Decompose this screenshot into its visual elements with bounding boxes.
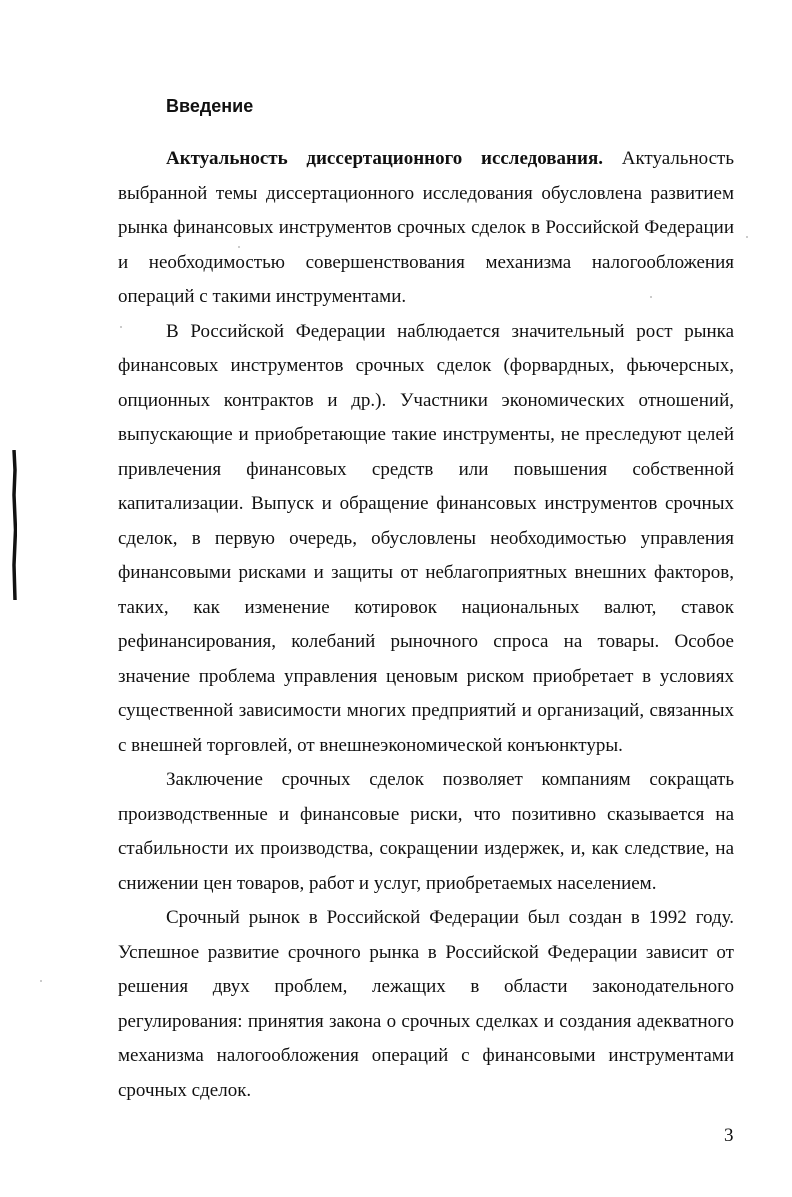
scan-speck	[40, 980, 42, 982]
document-body	[118, 142, 734, 1108]
paragraph-text: Актуальность выбранной темы диссертационного исследования обусловлена развитием рынка финансовых инструментов срочных сделок в Российской Федерации и необходимостью совершенствования механизма налогообложения операций с такими инструментами.	[118, 148, 735, 307]
scan-speck	[238, 246, 240, 248]
page-number: 3	[724, 1125, 734, 1146]
scan-speck	[746, 236, 748, 238]
paragraph-lead: Актуальность диссертационного исследования.	[166, 148, 603, 169]
paragraph-3: Заключение срочных сделок позволяет компаниям сокращать производственные и финансовые риски, что позитивно сказывается на стабильности их производства, сокращении издержек, и, как следствие, на снижении цен товаров, работ и услуг, приобретаемых населением.	[118, 769, 734, 894]
page-title: Введение	[166, 96, 254, 116]
scan-edge-mark	[11, 450, 17, 600]
paragraph-1	[118, 142, 734, 315]
paragraph-4: Срочный рынок в Российской Федерации был создан в 1992 году. Успешное развитие срочного рынка в Российской Федерации зависит от решения двух проблем, лежащих в области законодательного регулирования: принятия закона о срочных сделках и создания адекватного механизма налогообложения операций с финансовыми инструментами срочных сделок.	[118, 907, 734, 1101]
paragraph-2: В Российской Федерации наблюдается значительный рост рынка финансовых инструментов срочных сделок (форвардных, фьючерсных, опционных контрактов и др.). Участники экономических отношений, выпускающие и приобретающие такие инструменты, не преследуют целей привлечения финансовых средств или повышения собственной капитализации. Выпуск и обращение финансовых инструментов срочных сделок, в первую очередь, обусловлены необходимостью управления финансовыми рисками и защиты от неблагоприятных внешних факторов, таких, как изменение котировок национальных валют, ставок рефинансирования, колебаний рыночного спроса на товары. Особое значение проблема управления ценовым риском приобретает в условиях существенной зависимости многих предприятий и организаций, связанных с внешней торговлей, от внешнеэкономической конъюнктуры.	[118, 320, 734, 756]
scan-speck	[120, 326, 122, 328]
scan-speck	[650, 296, 652, 298]
